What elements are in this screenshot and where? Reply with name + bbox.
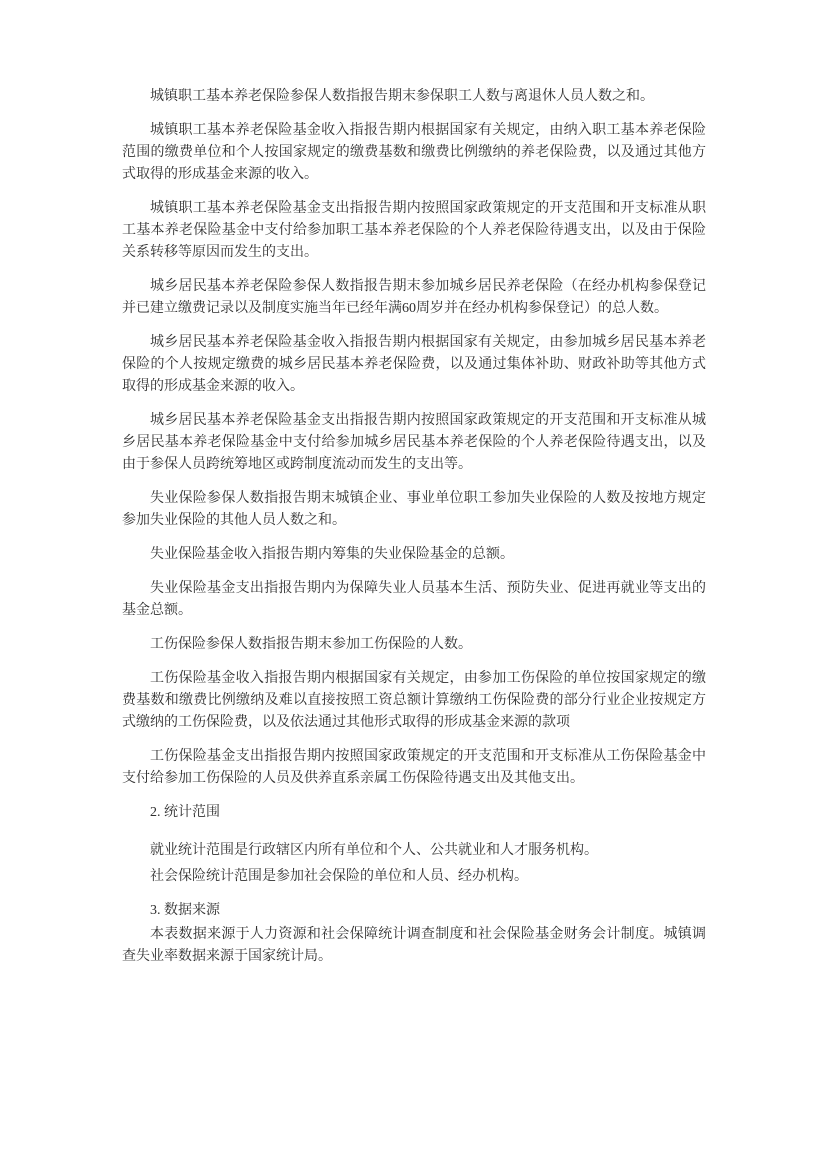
paragraph-resident-pension-fund-expenditure: 城乡居民基本养老保险基金支出指报告期内按照国家政策规定的开支范围和开支标准从城乡居民基本养老保险基金中支付给参加城乡居民基本养老保险的个人养老保险待遇支出，以及由于参保人员跨统筹地区或跨制度流动而发生的支出等。: [122, 413, 706, 472]
paragraph-data-source-description: 本表数据来源于人力资源和社会保障统计调查制度和社会保险基金财务会计制度。城镇调查失业率数据来源于国家统计局。: [122, 927, 706, 964]
paragraph-unemployment-fund-revenue: 失业保险基金收入指报告期内筹集的失业保险基金的总额。: [150, 547, 514, 562]
paragraph-work-injury-fund-revenue: 工伤保险基金收入指报告期内根据国家有关规定，由参加工伤保险的单位按国家规定的缴费基数和缴费比例缴纳及难以直接按照工资总额计算缴纳工伤保险费的部分行业企业按规定方式缴纳的工伤保险费，以及依法通过其他形式取得的形成基金来源的款项: [122, 671, 706, 730]
paragraph-resident-pension-fund-revenue: 城乡居民基本养老保险基金收入指报告期内根据国家有关规定，由参加城乡居民基本养老保险的个人按规定缴费的城乡居民基本养老保险费，以及通过集体补助、财政补助等其他方式取得的形成基金来源的收入。: [122, 335, 706, 394]
paragraph-urban-employee-pension-fund-revenue: 城镇职工基本养老保险基金收入指报告期内根据国家有关规定，由纳入职工基本养老保险范围的缴费单位和个人按国家规定的缴费基数和缴费比例缴纳的养老保险费，以及通过其他方式取得的形成基金来源的收入。: [122, 123, 706, 182]
section-heading-data-source: 3. 数据来源: [150, 903, 220, 918]
paragraph-urban-employee-pension-fund-expenditure: 城镇职工基本养老保险基金支出指报告期内按照国家政策规定的开支范围和开支标准从职工基本养老保险基金中支付给参加职工基本养老保险的个人养老保险待遇支出，以及由于保险关系转移等原因而发生的支出。: [122, 201, 706, 260]
paragraph-employment-statistics-scope: 就业统计范围是行政辖区内所有单位和个人、公共就业和人才服务机构。: [150, 843, 598, 858]
paragraph-work-injury-fund-expenditure: 工伤保险基金支出指报告期内按照国家政策规定的开支范围和开支标准从工伤保险基金中支付给参加工伤保险的人员及供养直系亲属工伤保险待遇支出及其他支出。: [122, 749, 706, 786]
paragraph-unemployment-fund-expenditure: 失业保险基金支出指报告期内为保障失业人员基本生活、预防失业、促进再就业等支出的基金总额。: [122, 581, 706, 618]
section-heading-statistical-scope: 2. 统计范围: [150, 805, 220, 820]
paragraph-work-injury-insurance-participants: 工伤保险参保人数指报告期末参加工伤保险的人数。: [150, 637, 472, 652]
paragraph-social-insurance-statistics-scope: 社会保险统计范围是参加社会保险的单位和人员、经办机构。: [150, 869, 528, 884]
paragraph-resident-pension-participants: 城乡居民基本养老保险参保人数指报告期末参加城乡居民养老保险（在经办机构参保登记并已建立缴费记录以及制度实施当年已经年满60周岁并在经办机构参保登记）的总人数。: [122, 279, 706, 316]
paragraph-urban-employee-pension-participants: 城镇职工基本养老保险参保人数指报告期末参保职工人数与离退休人员人数之和。: [150, 89, 654, 104]
paragraph-unemployment-insurance-participants: 失业保险参保人数指报告期末城镇企业、事业单位职工参加失业保险的人数及按地方规定参加失业保险的其他人员人数之和。: [122, 491, 706, 528]
